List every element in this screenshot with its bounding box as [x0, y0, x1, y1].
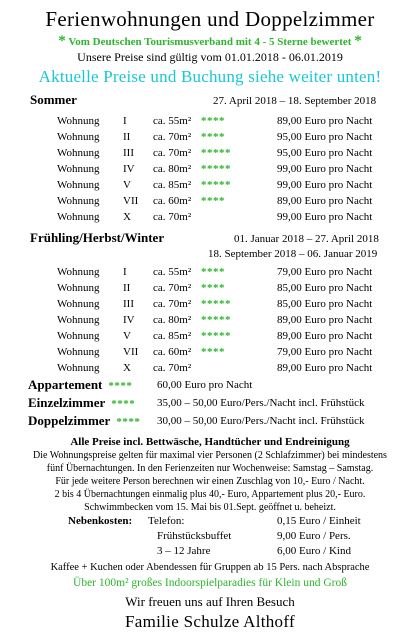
unit-size: ca. 70m² — [153, 211, 192, 223]
unit-label: Wohnung — [57, 362, 100, 374]
page-title: Ferienwohnungen und Doppelzimmer — [45, 7, 375, 31]
unit-label: Wohnung — [57, 298, 100, 310]
rating-stars: ***** — [201, 314, 231, 326]
rating-stars: **** — [201, 282, 225, 294]
unit-number: IV — [123, 314, 135, 326]
greeting: Wir freuen uns auf Ihren Besuch — [125, 594, 295, 609]
rating-stars: **** — [201, 195, 225, 207]
info-line: Die Wohnungspreise gelten für maximal vier Personen (2 Schlafzimmer) bei mindestens — [33, 450, 387, 461]
unit-price: 99,00 Euro pro Nacht — [277, 163, 373, 175]
table-row — [0, 209, 420, 225]
unit-label: Wohnung — [57, 195, 100, 207]
unit-label: Wohnung — [57, 115, 100, 127]
unit-price: 89,00 Euro pro Nacht — [277, 362, 373, 374]
rating-stars: **** — [111, 398, 136, 410]
unit-size: ca. 60m² — [153, 346, 192, 358]
room-type-label: Doppelzimmer — [28, 413, 111, 428]
table-row — [0, 177, 420, 193]
info-line: fünf Übernachtungen. In den Ferienzeiten nur Wochenweise: Samstag – Samstag. — [46, 463, 374, 474]
unit-price: 79,00 Euro pro Nacht — [277, 266, 373, 278]
summer-season-label: Sommer — [30, 92, 77, 107]
unit-number: X — [123, 362, 131, 374]
list-item — [0, 394, 420, 412]
unit-label: Wohnung — [57, 266, 100, 278]
unit-price: 95,00 Euro pro Nacht — [277, 147, 373, 159]
room-price: 35,00 – 50,00 Euro/Pers./Nacht incl. Frühstück — [157, 397, 365, 409]
unit-size: ca. 85m² — [153, 330, 192, 342]
unit-size: ca. 70m² — [153, 131, 192, 143]
unit-number: III — [123, 298, 134, 310]
unit-size: ca. 60m² — [153, 195, 192, 207]
room-price-list — [0, 376, 420, 430]
rating-stars: **** — [201, 115, 225, 127]
list-item — [0, 514, 420, 529]
unit-label: Wohnung — [57, 163, 100, 175]
rating-stars: ***** — [201, 163, 231, 175]
table-row — [0, 264, 420, 280]
unit-label: Wohnung — [57, 314, 100, 326]
table-row — [0, 193, 420, 209]
summer-price-table — [0, 113, 420, 225]
list-item — [0, 412, 420, 430]
unit-label: Wohnung — [57, 131, 100, 143]
extra-cost-name: Telefon: — [148, 515, 185, 527]
unit-size: ca. 70m² — [153, 147, 192, 159]
table-row — [0, 161, 420, 177]
unit-size: ca. 85m² — [153, 179, 192, 191]
list-item — [0, 544, 420, 559]
extra-costs-label: Nebenkosten: — [68, 515, 133, 527]
rating-stars: **** — [201, 266, 225, 278]
list-item — [0, 376, 420, 394]
rating-line — [0, 34, 420, 49]
table-row — [0, 328, 420, 344]
rating-stars: ***** — [201, 298, 231, 310]
unit-number: III — [123, 147, 134, 159]
rating-stars: **** — [201, 131, 225, 143]
unit-number: IV — [123, 163, 135, 175]
rating-text: Vom Deutschen Tourismusverband mit 4 - 5 Sterne bewertet — [68, 36, 352, 48]
unit-price: 89,00 Euro pro Nacht — [277, 314, 373, 326]
group-catering-note: Kaffee + Kuchen oder Abendessen für Gruppen ab 15 Pers. nach Absprache — [50, 562, 370, 573]
rating-stars: ***** — [201, 330, 231, 342]
table-row — [0, 360, 420, 376]
unit-number: VII — [123, 346, 139, 358]
unit-number: V — [123, 330, 131, 342]
info-line: 2 bis 4 Übernachtungen einmalig plus 40,- Euro, Appartement plus 20,- Euro. — [54, 489, 366, 500]
unit-price: 89,00 Euro pro Nacht — [277, 115, 373, 127]
extra-cost-name: 3 – 12 Jahre — [157, 545, 211, 557]
rating-stars: ***** — [201, 147, 231, 159]
offseason-label: Frühling/Herbst/Winter — [30, 230, 165, 245]
unit-number: I — [123, 115, 127, 127]
info-line: Schwimmbecken vom 15. Mai bis 01.Sept. geöffnet u. beheizt. — [84, 502, 336, 513]
table-row — [0, 344, 420, 360]
unit-size: ca. 80m² — [153, 163, 192, 175]
summer-dates: 27. April 2018 – 18. September 2018 — [213, 95, 377, 107]
offseason-dates-2: 18. September 2018 – 06. Januar 2019 — [208, 248, 378, 260]
extra-cost-price: 0,15 Euro / Einheit — [277, 515, 361, 527]
playground-note: Über 100m² großes Indoorspielparadies für Klein und Groß — [73, 577, 347, 589]
booking-notice: Aktuelle Preise und Buchung siehe weiter unten! — [38, 67, 382, 86]
unit-size: ca. 70m² — [153, 298, 192, 310]
table-row — [0, 113, 420, 129]
rating-stars: ***** — [201, 179, 231, 191]
rating-stars: **** — [116, 416, 141, 428]
unit-price: 99,00 Euro pro Nacht — [277, 211, 373, 223]
unit-number: VII — [123, 195, 139, 207]
unit-size: ca. 70m² — [153, 282, 192, 294]
unit-label: Wohnung — [57, 211, 100, 223]
room-price: 60,00 Euro pro Nacht — [157, 379, 253, 391]
offseason-dates-1: 01. Januar 2018 – 27. April 2018 — [234, 233, 379, 245]
unit-size: ca. 55m² — [153, 115, 192, 127]
list-item — [0, 529, 420, 544]
info-line: Für jede weitere Person berechnen wir einen Zuschlag von 10,- Euro / Nacht. — [55, 476, 365, 487]
unit-label: Wohnung — [57, 147, 100, 159]
rating-stars: **** — [201, 346, 225, 358]
table-row — [0, 280, 420, 296]
extra-costs — [0, 514, 420, 559]
unit-price: 85,00 Euro pro Nacht — [277, 298, 373, 310]
unit-price: 79,00 Euro pro Nacht — [277, 346, 373, 358]
unit-number: I — [123, 266, 127, 278]
star-icon: * — [354, 33, 362, 49]
unit-label: Wohnung — [57, 330, 100, 342]
unit-number: V — [123, 179, 131, 191]
extra-cost-price: 9,00 Euro / Pers. — [277, 530, 351, 542]
table-row — [0, 145, 420, 161]
offseason-price-table — [0, 264, 420, 376]
family-signature: Familie Schulze Althoff — [125, 612, 295, 631]
unit-price: 95,00 Euro pro Nacht — [277, 131, 373, 143]
table-row — [0, 296, 420, 312]
unit-number: II — [123, 282, 131, 294]
unit-price: 89,00 Euro pro Nacht — [277, 195, 373, 207]
unit-size: ca. 55m² — [153, 266, 192, 278]
unit-label: Wohnung — [57, 346, 100, 358]
unit-size: ca. 80m² — [153, 314, 192, 326]
unit-size: ca. 70m² — [153, 362, 192, 374]
extra-cost-price: 6,00 Euro / Kind — [277, 545, 351, 557]
unit-price: 99,00 Euro pro Nacht — [277, 179, 373, 191]
extra-cost-name: Frühstücksbuffet — [157, 530, 232, 542]
unit-number: II — [123, 131, 131, 143]
unit-price: 89,00 Euro pro Nacht — [277, 330, 373, 342]
rating-stars: **** — [108, 380, 133, 392]
table-row — [0, 129, 420, 145]
info-heading: Alle Preise incl. Bettwäsche, Handtücher und Endreinigung — [70, 436, 350, 448]
unit-label: Wohnung — [57, 179, 100, 191]
unit-number: X — [123, 211, 131, 223]
table-row — [0, 312, 420, 328]
room-type-label: Einzelzimmer — [28, 395, 106, 410]
room-price: 30,00 – 50,00 Euro/Pers./Nacht incl. Frühstück — [157, 415, 365, 427]
validity-text: Unsere Preise sind gültig vom 01.01.2018 - 06.01.2019 — [77, 50, 343, 64]
unit-label: Wohnung — [57, 282, 100, 294]
star-icon: * — [58, 33, 66, 49]
room-type-label: Appartement — [28, 377, 103, 392]
unit-price: 85,00 Euro pro Nacht — [277, 282, 373, 294]
